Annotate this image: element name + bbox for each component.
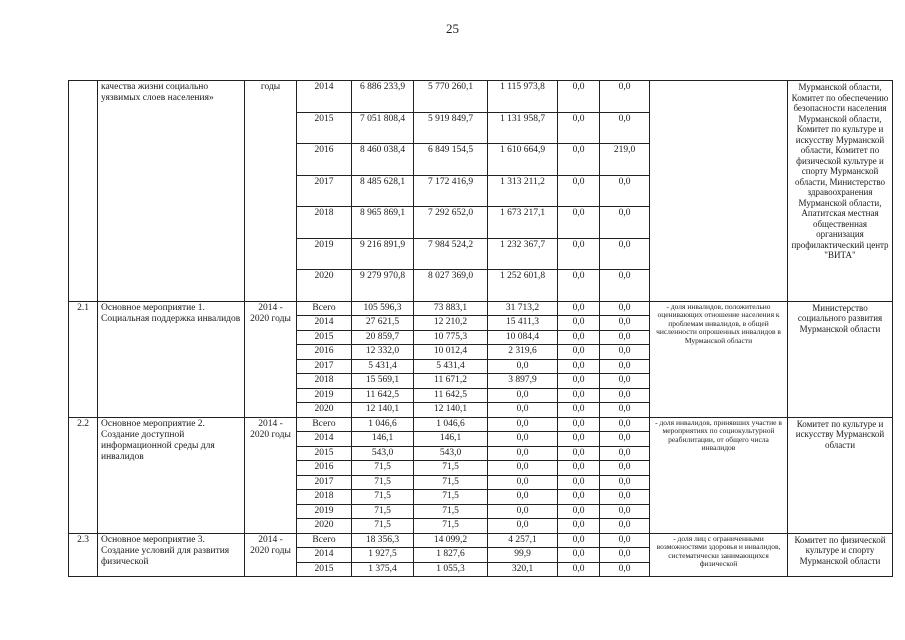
indicator-cell (650, 81, 788, 302)
federal-cell: 0,0 (488, 359, 558, 374)
total-cell: 18 356,3 (352, 533, 414, 548)
federal-cell: 0,0 (488, 490, 558, 505)
other-cell: 0,0 (600, 374, 650, 389)
period-cell: 2014 - 2020 годы (245, 301, 297, 417)
regional-cell: 7 292 652,0 (414, 207, 488, 239)
federal-cell: 0,0 (488, 446, 558, 461)
other-cell: 0,0 (600, 238, 650, 270)
federal-cell: 0,0 (488, 475, 558, 490)
activity-name-cell: Основное мероприятие 1. Социальная поддержка инвалидов (98, 301, 245, 417)
other-cell: 0,0 (600, 548, 650, 563)
local-cell: 0,0 (558, 432, 600, 447)
activity-name-cell: Основное мероприятие 3. Создание условий для развития физической (98, 533, 245, 577)
total-cell: 5 431,4 (352, 359, 414, 374)
total-cell: 1 375,4 (352, 562, 414, 577)
other-cell: 0,0 (600, 403, 650, 418)
federal-cell: 0,0 (488, 417, 558, 432)
period-cell: 2014 - 2020 годы (245, 417, 297, 533)
local-cell: 0,0 (558, 403, 600, 418)
responsible-cell: Мурманской области, Комитет по обеспечению безопасности населения Мурманской области, Комитет по культуре и искусству Мурманской области, Комитет по физической культуре и спорту Мурманской области, Министерство здравоохранения Мурманской области, Апатитская местная общественная организация профилактический центр "ВИТА" (788, 81, 893, 302)
other-cell: 0,0 (600, 359, 650, 374)
year-cell: 2014 (297, 432, 352, 447)
year-cell: 2016 (297, 461, 352, 476)
regional-cell: 71,5 (414, 504, 488, 519)
regional-cell: 11 642,5 (414, 388, 488, 403)
item-number-cell (69, 81, 98, 302)
regional-cell: 10 775,3 (414, 330, 488, 345)
regional-cell: 1 046,6 (414, 417, 488, 432)
year-cell: 2015 (297, 562, 352, 577)
total-cell: 8 965 869,1 (352, 207, 414, 239)
total-cell: 7 051 808,4 (352, 112, 414, 144)
federal-cell: 1 115 973,8 (488, 81, 558, 113)
other-cell: 0,0 (600, 345, 650, 360)
federal-cell: 0,0 (488, 504, 558, 519)
total-cell: 71,5 (352, 475, 414, 490)
local-cell: 0,0 (558, 388, 600, 403)
local-cell: 0,0 (558, 330, 600, 345)
indicator-cell: - доля инвалидов, положительно оценивающих отношение населения к проблемам инвалидов, в общей численности опрошенных инвалидов в Мурманской области (650, 301, 788, 417)
local-cell: 0,0 (558, 112, 600, 144)
local-cell: 0,0 (558, 316, 600, 331)
local-cell: 0,0 (558, 301, 600, 316)
federal-cell: 1 131 958,7 (488, 112, 558, 144)
total-cell: 12 140,1 (352, 403, 414, 418)
regional-cell: 8 027 369,0 (414, 270, 488, 302)
federal-cell: 0,0 (488, 432, 558, 447)
total-cell: 8 485 628,1 (352, 175, 414, 207)
total-cell: 20 859,7 (352, 330, 414, 345)
item-number-cell: 2.1 (69, 301, 98, 417)
regional-cell: 6 849 154,5 (414, 144, 488, 176)
local-cell: 0,0 (558, 548, 600, 563)
federal-cell: 0,0 (488, 388, 558, 403)
table-row (69, 301, 893, 316)
other-cell: 0,0 (600, 446, 650, 461)
local-cell: 0,0 (558, 238, 600, 270)
total-cell: 8 460 038,4 (352, 144, 414, 176)
total-cell: 1 046,6 (352, 417, 414, 432)
local-cell: 0,0 (558, 207, 600, 239)
other-cell: 0,0 (600, 330, 650, 345)
local-cell: 0,0 (558, 519, 600, 534)
regional-cell: 7 172 416,9 (414, 175, 488, 207)
year-cell: 2014 (297, 316, 352, 331)
year-cell: 2017 (297, 359, 352, 374)
federal-cell: 0,0 (488, 461, 558, 476)
local-cell: 0,0 (558, 490, 600, 505)
federal-cell: 1 232 367,7 (488, 238, 558, 270)
regional-cell: 12 210,2 (414, 316, 488, 331)
responsible-cell: Комитет по культуре и искусству Мурманской области (788, 417, 893, 533)
local-cell: 0,0 (558, 446, 600, 461)
total-cell: 71,5 (352, 519, 414, 534)
local-cell: 0,0 (558, 562, 600, 577)
local-cell: 0,0 (558, 345, 600, 360)
year-cell: 2018 (297, 490, 352, 505)
total-cell: 6 886 233,9 (352, 81, 414, 113)
federal-cell: 1 610 664,9 (488, 144, 558, 176)
year-cell: 2018 (297, 207, 352, 239)
federal-cell: 1 252 601,8 (488, 270, 558, 302)
federal-cell: 4 257,1 (488, 533, 558, 548)
other-cell: 0,0 (600, 432, 650, 447)
federal-cell: 3 897,9 (488, 374, 558, 389)
year-cell: Всего (297, 533, 352, 548)
regional-cell: 71,5 (414, 490, 488, 505)
total-cell: 71,5 (352, 504, 414, 519)
regional-cell: 5 431,4 (414, 359, 488, 374)
total-cell: 9 216 891,9 (352, 238, 414, 270)
year-cell: 2015 (297, 112, 352, 144)
table-row (69, 533, 893, 548)
year-cell: 2017 (297, 475, 352, 490)
other-cell: 0,0 (600, 475, 650, 490)
federal-cell: 15 411,3 (488, 316, 558, 331)
year-cell: 2019 (297, 504, 352, 519)
responsible-cell: Министерство социального развития Мурманской области (788, 301, 893, 417)
year-cell: Всего (297, 301, 352, 316)
item-number-cell: 2.2 (69, 417, 98, 533)
regional-cell: 5 919 849,7 (414, 112, 488, 144)
regional-cell: 1 827,6 (414, 548, 488, 563)
regional-cell: 146,1 (414, 432, 488, 447)
year-cell: 2016 (297, 345, 352, 360)
regional-cell: 14 099,2 (414, 533, 488, 548)
local-cell: 0,0 (558, 417, 600, 432)
activity-name-cell: качества жизни социально уязвимых слоев населения» (98, 81, 245, 302)
other-cell: 0,0 (600, 270, 650, 302)
federal-cell: 31 713,2 (488, 301, 558, 316)
federal-cell: 99,9 (488, 548, 558, 563)
period-cell: 2014 - 2020 годы (245, 533, 297, 577)
year-cell: 2020 (297, 519, 352, 534)
indicator-cell: - доля инвалидов, принявших участие в мероприятиях по социокультурной реабилитации, от общего числа инвалидов (650, 417, 788, 533)
federal-cell: 2 319,6 (488, 345, 558, 360)
year-cell: 2020 (297, 403, 352, 418)
local-cell: 0,0 (558, 504, 600, 519)
local-cell: 0,0 (558, 533, 600, 548)
regional-cell: 10 012,4 (414, 345, 488, 360)
other-cell: 219,0 (600, 144, 650, 176)
total-cell: 12 332,0 (352, 345, 414, 360)
regional-cell: 71,5 (414, 519, 488, 534)
year-cell: 2020 (297, 270, 352, 302)
other-cell: 0,0 (600, 207, 650, 239)
indicator-cell: - доля лиц с ограниченными возможностями здоровья и инвалидов, систематически занимающихся физической (650, 533, 788, 577)
year-cell: 2015 (297, 330, 352, 345)
other-cell: 0,0 (600, 417, 650, 432)
other-cell: 0,0 (600, 490, 650, 505)
federal-cell: 0,0 (488, 519, 558, 534)
total-cell: 9 279 970,8 (352, 270, 414, 302)
year-cell: Всего (297, 417, 352, 432)
total-cell: 105 596,3 (352, 301, 414, 316)
federal-cell: 0,0 (488, 403, 558, 418)
item-number-cell: 2.3 (69, 533, 98, 577)
regional-cell: 7 984 524,2 (414, 238, 488, 270)
year-cell: 2014 (297, 548, 352, 563)
year-cell: 2018 (297, 374, 352, 389)
federal-cell: 320,1 (488, 562, 558, 577)
other-cell: 0,0 (600, 533, 650, 548)
total-cell: 71,5 (352, 461, 414, 476)
regional-cell: 543,0 (414, 446, 488, 461)
responsible-cell: Комитет по физической культуре и спорту Мурманской области (788, 533, 893, 577)
regional-cell: 71,5 (414, 475, 488, 490)
local-cell: 0,0 (558, 374, 600, 389)
other-cell: 0,0 (600, 175, 650, 207)
other-cell: 0,0 (600, 112, 650, 144)
total-cell: 543,0 (352, 446, 414, 461)
local-cell: 0,0 (558, 475, 600, 490)
regional-cell: 1 055,3 (414, 562, 488, 577)
other-cell: 0,0 (600, 388, 650, 403)
regional-cell: 5 770 260,1 (414, 81, 488, 113)
regional-cell: 12 140,1 (414, 403, 488, 418)
total-cell: 27 621,5 (352, 316, 414, 331)
other-cell: 0,0 (600, 301, 650, 316)
total-cell: 15 569,1 (352, 374, 414, 389)
local-cell: 0,0 (558, 175, 600, 207)
local-cell: 0,0 (558, 359, 600, 374)
federal-cell: 1 313 211,2 (488, 175, 558, 207)
regional-cell: 73 883,1 (414, 301, 488, 316)
federal-cell: 10 084,4 (488, 330, 558, 345)
other-cell: 0,0 (600, 504, 650, 519)
year-cell: 2015 (297, 446, 352, 461)
period-cell: годы (245, 81, 297, 302)
federal-cell: 1 673 217,1 (488, 207, 558, 239)
other-cell: 0,0 (600, 562, 650, 577)
table-row (69, 81, 893, 113)
year-cell: 2014 (297, 81, 352, 113)
total-cell: 146,1 (352, 432, 414, 447)
year-cell: 2019 (297, 388, 352, 403)
other-cell: 0,0 (600, 81, 650, 113)
table-body (69, 81, 893, 577)
total-cell: 71,5 (352, 490, 414, 505)
year-cell: 2019 (297, 238, 352, 270)
year-cell: 2016 (297, 144, 352, 176)
other-cell: 0,0 (600, 461, 650, 476)
regional-cell: 11 671,2 (414, 374, 488, 389)
program-table (68, 80, 893, 577)
local-cell: 0,0 (558, 144, 600, 176)
total-cell: 11 642,5 (352, 388, 414, 403)
other-cell: 0,0 (600, 316, 650, 331)
regional-cell: 71,5 (414, 461, 488, 476)
year-cell: 2017 (297, 175, 352, 207)
other-cell: 0,0 (600, 519, 650, 534)
local-cell: 0,0 (558, 270, 600, 302)
page-number: 25 (446, 21, 459, 36)
table-row (69, 417, 893, 432)
local-cell: 0,0 (558, 81, 600, 113)
activity-name-cell: Основное мероприятие 2. Создание доступной информационной среды для инвалидов (98, 417, 245, 533)
local-cell: 0,0 (558, 461, 600, 476)
total-cell: 1 927,5 (352, 548, 414, 563)
